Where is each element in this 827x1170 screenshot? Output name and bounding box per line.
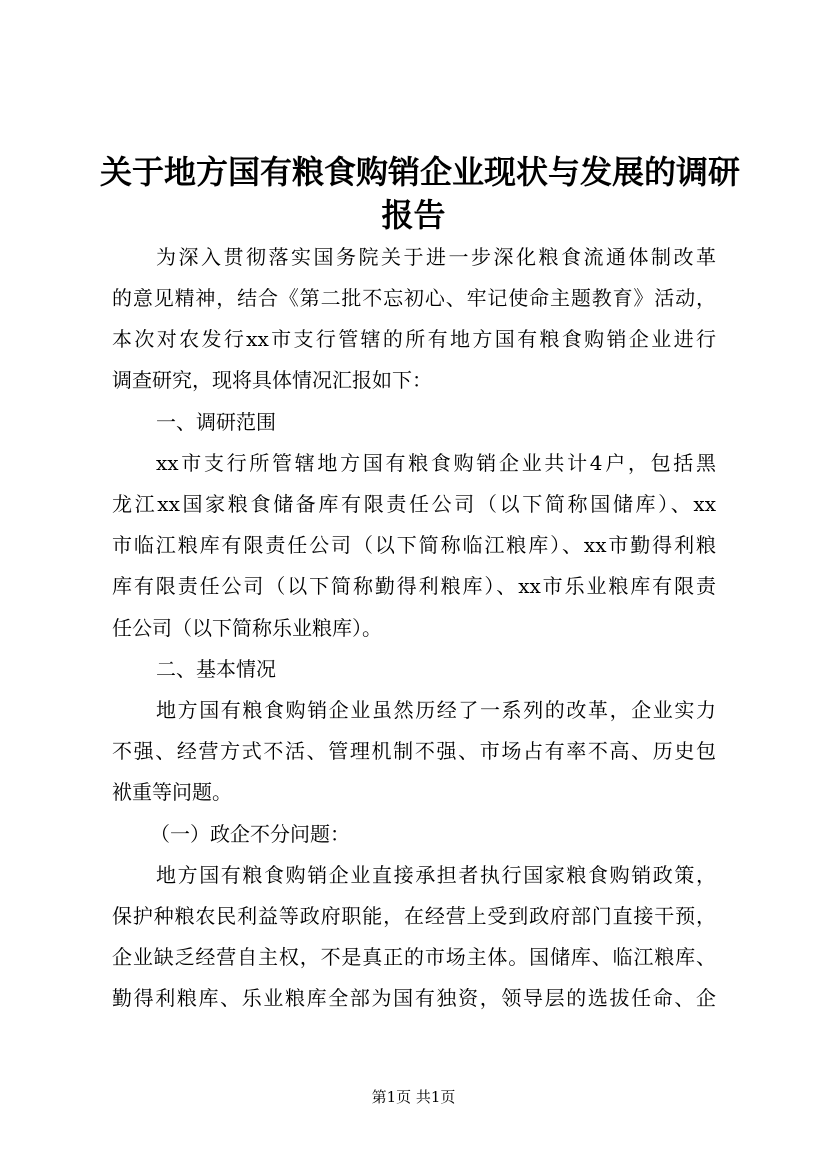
paragraph-line: 为深入贯彻落实国务院关于进一步深化粮食流通体制改革 — [156, 245, 716, 269]
page-number-footer: 第1页 共1页 — [371, 1088, 456, 1106]
paragraph-line: 龙江xx国家粮食储备库有限责任公司（以下简称国储库）、xx — [112, 492, 716, 516]
paragraph-line: 保护种粮农民利益等政府职能，在经营上受到政府部门直接干预， — [112, 904, 716, 928]
paragraph-line: 市临江粮库有限责任公司（以下简称临江粮库）、xx市勤得利粮 — [112, 533, 716, 557]
paragraph-line: 袱重等问题。 — [112, 780, 232, 804]
paragraph-line: 不强、经营方式不活、管理机制不强、市场占有率不高、历史包 — [112, 739, 716, 763]
paragraph-line: 地方国有粮食购销企业直接承担者执行国家粮食购销政策， — [156, 863, 716, 887]
paragraph-line: 任公司（以下简称乐业粮库）。 — [112, 616, 382, 640]
document-title-line-2: 报告 — [381, 196, 446, 234]
paragraph-line: 调查研究，现将具体情况汇报如下： — [112, 368, 432, 392]
document-title-line-1: 关于地方国有粮食购销企业现状与发展的调研 — [100, 153, 741, 191]
paragraph-line: 本次对农发行xx市支行管辖的所有地方国有粮食购销企业进行 — [112, 327, 716, 351]
section-heading: 二、基本情况 — [156, 657, 276, 681]
subsection-heading: （一）政企不分问题： — [150, 822, 350, 846]
paragraph-line: 勤得利粮库、乐业粮库全部为国有独资，领导层的选拔任命、企 — [112, 986, 716, 1010]
paragraph-line: xx市支行所管辖地方国有粮食购销企业共计4户，包括黑 — [156, 451, 716, 475]
paragraph-line: 库有限责任公司（以下简称勤得利粮库）、xx市乐业粮库有限责 — [112, 574, 716, 598]
section-heading: 一、调研范围 — [156, 410, 276, 434]
paragraph-line: 的意见精神，结合《第二批不忘初心、牢记使命主题教育》活动， — [112, 286, 716, 310]
paragraph-line: 企业缺乏经营自主权，不是真正的市场主体。国储库、临江粮库、 — [112, 945, 716, 969]
paragraph-line: 地方国有粮食购销企业虽然历经了一系列的改革，企业实力 — [156, 698, 716, 722]
